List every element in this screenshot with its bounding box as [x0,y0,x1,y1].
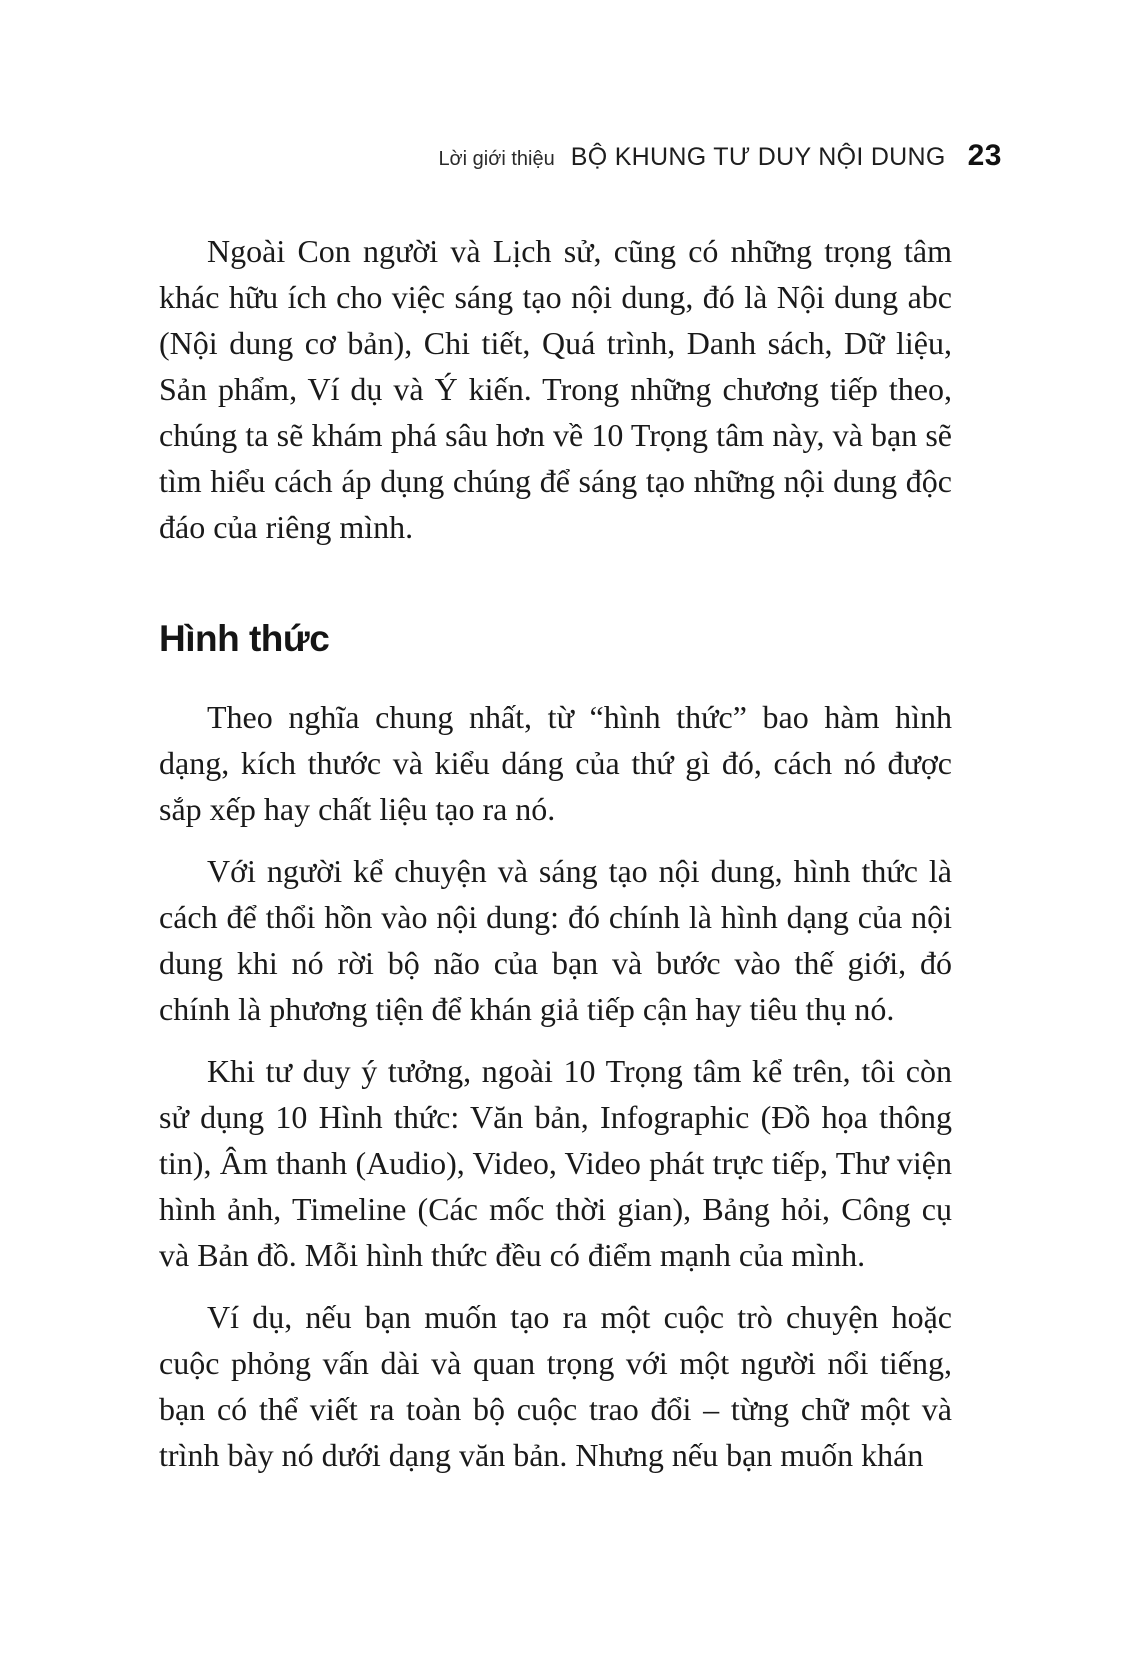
body-paragraph-3: Khi tư duy ý tưởng, ngoài 10 Trọng tâm kể trên, tôi còn sử dụng 10 Hình thức: Văn bản, Infographic (Đồ họa thông tin), Âm thanh (Audio), Video, Video phát trực tiếp, Thư viện hình ảnh, Timeline (Các mốc thời gian), Bảng hỏi, Công cụ và Bản đồ. Mỗi hình thức đều có điểm mạnh của mình. [159,1053,952,1273]
section-heading: Hình thức [159,618,330,659]
running-head-section: Lời giới thiệu [438,148,555,170]
body-paragraph-2: Với người kể chuyện và sáng tạo nội dung, hình thức là cách để thổi hồn vào nội dung: đó chính là hình dạng của nội dung khi nó rời bộ não của bạn và bước vào thế giới, đó chính là phương tiện để khán giả tiếp cận hay tiêu thụ nó. [159,853,952,1027]
page-body [159,228,952,1478]
intro-paragraph: Ngoài Con người và Lịch sử, cũng có những trọng tâm khác hữu ích cho việc sáng tạo nội dung, đó là Nội dung abc (Nội dung cơ bản), Chi tiết, Quá trình, Danh sách, Dữ liệu, Sản phẩm, Ví dụ và Ý kiến. Trong những chương tiếp theo, chúng ta sẽ khám phá sâu hơn về 10 Trọng tâm này, và bạn sẽ tìm hiểu cách áp dụng chúng để sáng tạo những nội dung độc đáo của riêng mình. [159,233,952,545]
running-head-chapter-title: BỘ KHUNG TƯ DUY NỘI DUNG [570,143,946,171]
body-paragraph-1: Theo nghĩa chung nhất, từ “hình thức” bao hàm hình dạng, kích thước và kiểu dáng của thứ gì đó, cách nó được sắp xếp hay chất liệu tạo ra nó. [159,699,952,827]
page-number: 23 [967,139,1002,172]
body-paragraph-4: Ví dụ, nếu bạn muốn tạo ra một cuộc trò chuyện hoặc cuộc phỏng vấn dài và quan trọng với một người nổi tiếng, bạn có thể viết ra toàn bộ cuộc trao đổi – từng chữ một và trình bày nó dưới dạng văn bản. Nhưng nếu bạn muốn khán [159,1299,952,1473]
running-head [438,139,1002,173]
